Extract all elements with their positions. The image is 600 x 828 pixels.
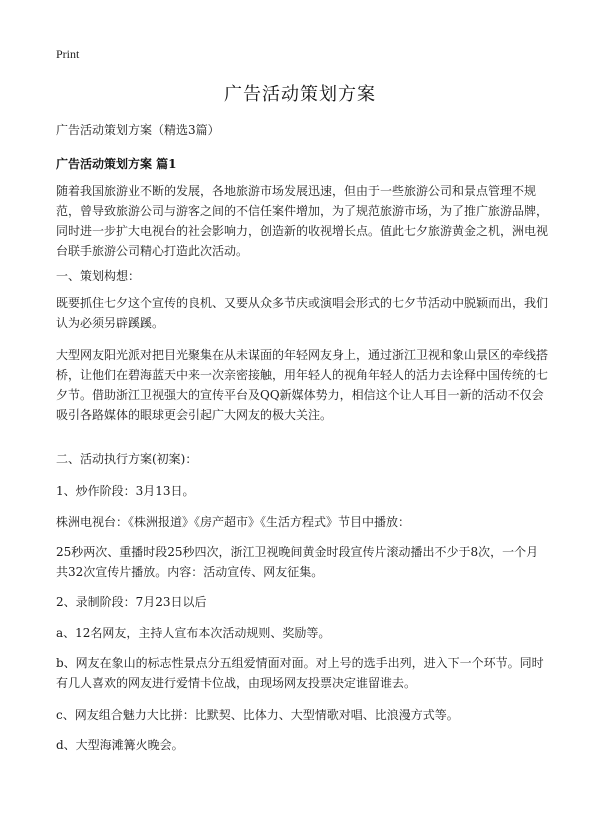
- list-item-d: d、大型海滩篝火晚会。: [56, 738, 184, 752]
- paragraph-hype-stage: 1、炒作阶段：3月13日。: [56, 484, 195, 498]
- document-title: 广告活动策划方案: [224, 84, 376, 105]
- list-item-b: b、网友在象山的标志性景点分五组爱情面对面。对上号的选手出列，进入下一个环节。同时有几人喜欢的网友进行爱情卡位战，由现场网友投票决定谁留谁去。: [56, 656, 544, 690]
- paragraph-intro: 随着我国旅游业不断的发展，各地旅游市场发展迅速，但由于一些旅游公司和景点管理不规范，曾导致旅游公司与游客之间的不信任案件增加，为了规范旅游市场，为了推广旅游品牌，同时进一步扩大电视台的社会影响力，创造新的收视增长点。值此七夕旅游黄金之机，洲电视台联手旅游公司精心打造此次活动。: [56, 184, 549, 258]
- paragraph-concept: 既要抓住七夕这个宣传的良机、又要从众多节庆或演唱会形式的七夕节活动中脱颖而出，我们认为必须另辟蹊蹊。: [56, 296, 549, 330]
- paragraph-zhuzhou-tv: 株洲电视台：《株洲报道》《房产超市》《生活方程式》节目中播放：: [56, 515, 411, 529]
- section-heading-planning-concept: 一、策划构想：: [56, 269, 141, 283]
- paragraph-recording-stage: 2、录制阶段：7月23日以后: [56, 595, 207, 609]
- paragraph-party-description: 大型网友阳光派对把目光聚集在从未谋面的年轻网友身上，通过浙江卫视和象山景区的牵线搭桥，让他们在碧海蓝天中来一次亲密接触，用年轻人的视角年轻人的活力去诠释中国传统的七夕节。借助浙江卫视强大的宣传平台及QQ新媒体势力，相信这个让人耳目一新的活动不仅会吸引各路媒体的眼球更会引起广大网友的极大关注。: [56, 348, 549, 422]
- print-label: Print: [56, 47, 80, 61]
- document-subtitle: 广告活动策划方案（精选3篇）: [56, 123, 220, 137]
- list-item-a: a、12名网友，主持人宣布本次活动规则、奖励等。: [56, 626, 331, 640]
- article-heading: 广告活动策划方案 篇1: [56, 157, 177, 171]
- paragraph-broadcast-schedule: 25秒两次、重播时段25秒四次，浙江卫视晚间黄金时段宣传片滚动播出不少于8次，一个月共32次宣传片播放。内容：活动宣传、网友征集。: [56, 545, 539, 579]
- section-heading-execution-plan: 二、活动执行方案(初案)：: [56, 452, 198, 466]
- list-item-c: c、网友组合魅力大比拼：比默契、比体力、大型情歌对唱、比浪漫方式等。: [56, 708, 459, 722]
